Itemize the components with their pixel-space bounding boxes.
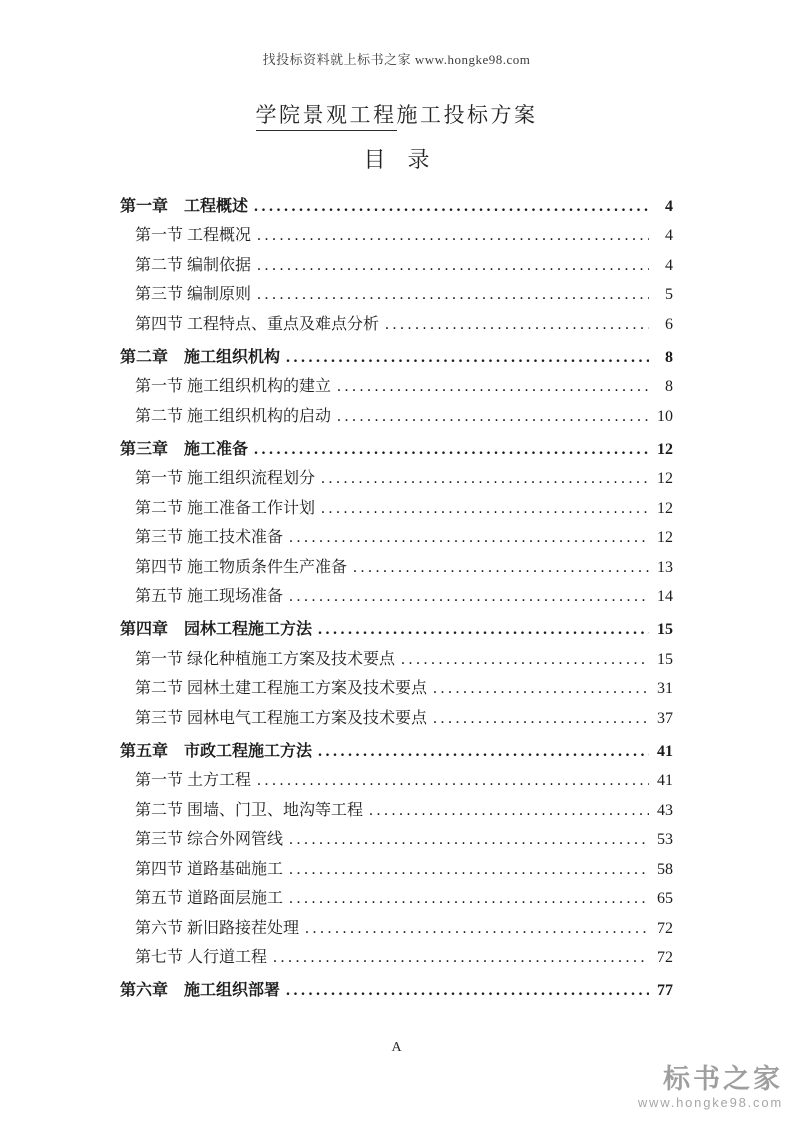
toc-entry-page: 41: [657, 742, 673, 760]
toc-entry-label: 第六节 新旧路接茬处理: [135, 919, 300, 937]
toc-entry: [120, 372, 673, 402]
toc-entry: [120, 855, 673, 885]
watermark-url: www.hongke98.com: [637, 1095, 783, 1110]
toc-dot-leader: [273, 943, 649, 973]
toc-entry-page: 4: [665, 197, 673, 215]
toc-dot-leader: [257, 251, 649, 281]
toc-entry: [120, 192, 673, 222]
toc-entry: [120, 523, 673, 553]
toc-entry: [120, 553, 673, 583]
document-title-rest-part: 施工投标方案: [396, 103, 538, 127]
document-title-underlined-part: 学院景观工程: [256, 103, 397, 131]
toc-entry-label: 第二节 施工准备工作计划: [135, 499, 316, 517]
watermark: [638, 1065, 783, 1110]
toc-entry-label: 第二节 园林土建工程施工方案及技术要点: [135, 680, 428, 697]
toc-entry: [120, 221, 673, 251]
toc-entry-page: 65: [657, 890, 673, 907]
toc-entry-page: 13: [657, 558, 673, 576]
toc-entry-page: 10: [657, 407, 673, 425]
toc-entry-page: 12: [657, 470, 673, 487]
toc-entry-label: 第一节 工程概况: [135, 227, 252, 244]
toc-entry-page: 15: [657, 650, 673, 668]
toc-list: [120, 188, 673, 1006]
toc-entry-label: 第三节 编制原则: [135, 286, 252, 303]
toc-entry: [120, 464, 673, 494]
watermark-brand: 标书之家: [663, 1063, 783, 1094]
toc-entry-label: 第三节 综合外网管线: [135, 831, 284, 848]
toc-entry: [120, 796, 673, 826]
toc-dot-leader: [337, 372, 649, 402]
toc-dot-leader: [289, 825, 649, 855]
toc-entry-label: 第三节 园林电气工程施工方案及技术要点: [135, 709, 428, 727]
toc-entry-page: 58: [657, 860, 673, 878]
toc-entry-label: 第四章 园林工程施工方法: [120, 621, 313, 638]
toc-entry-label: 第六章 施工组织部署: [120, 982, 281, 999]
toc-entry-label: 第四节 工程特点、重点及难点分析: [135, 315, 380, 333]
toc-entry: [120, 737, 673, 767]
toc-dot-leader: [254, 192, 649, 222]
toc-heading: 目 录: [363, 147, 430, 172]
toc-dot-leader: [353, 553, 649, 583]
toc-dot-leader: [318, 615, 649, 645]
toc-entry: [120, 251, 673, 281]
toc-dot-leader: [257, 766, 649, 796]
toc-dot-leader: [305, 914, 649, 944]
toc-entry-page: 37: [657, 709, 673, 727]
toc-dot-leader: [337, 402, 649, 432]
toc-entry: [120, 615, 673, 645]
toc-entry-label: 第七节 人行道工程: [135, 949, 268, 966]
toc-entry-label: 第一章 工程概述: [120, 197, 249, 215]
toc-entry-page: 15: [657, 621, 673, 638]
toc-entry-page: 72: [657, 919, 673, 937]
toc-entry-label: 第四节 道路基础施工: [135, 860, 284, 878]
toc-entry-page: 12: [657, 529, 673, 546]
toc-entry-page: 41: [657, 772, 673, 789]
toc-entry-page: 77: [657, 982, 673, 999]
toc-entry-page: 12: [657, 499, 673, 517]
toc-entry-page: 5: [665, 286, 673, 303]
toc-entry-label: 第四节 施工物质条件生产准备: [135, 558, 348, 576]
toc-entry: [120, 343, 673, 373]
header-site-note: 找投标资料就上标书之家 www.hongke98.com: [262, 52, 531, 67]
toc-entry: [120, 494, 673, 524]
toc-entry-label: 第二章 施工组织机构: [120, 348, 281, 366]
toc-entry: [120, 976, 673, 1006]
toc-entry-label: 第二节 施工组织机构的启动: [135, 407, 332, 425]
toc-dot-leader: [318, 737, 649, 767]
footer-page-label: A: [391, 1040, 402, 1055]
toc-dot-leader: [289, 582, 649, 612]
toc-entry-label: 第一节 施工组织流程划分: [135, 470, 316, 487]
toc-entry-label: 第五节 施工现场准备: [135, 588, 284, 605]
toc-dot-leader: [254, 435, 649, 465]
toc-entry: [120, 582, 673, 612]
toc-dot-leader: [289, 884, 649, 914]
toc-entry: [120, 310, 673, 340]
toc-dot-leader: [286, 343, 649, 373]
toc-dot-leader: [257, 221, 649, 251]
toc-entry-label: 第二节 围墙、门卫、地沟等工程: [135, 801, 364, 819]
toc-entry: [120, 766, 673, 796]
toc-dot-leader: [289, 855, 649, 885]
toc-dot-leader: [369, 796, 649, 826]
toc-entry: [120, 704, 673, 734]
toc-entry: [120, 825, 673, 855]
toc-entry-label: 第三节 施工技术准备: [135, 529, 284, 546]
toc-entry-page: 4: [665, 256, 673, 274]
toc-entry-label: 第一节 土方工程: [135, 772, 252, 789]
toc-entry: [120, 645, 673, 675]
toc-entry-page: 14: [657, 588, 673, 605]
toc-entry: [120, 943, 673, 973]
toc-dot-leader: [321, 494, 649, 524]
toc-entry: [120, 674, 673, 704]
toc-entry-label: 第三章 施工准备: [120, 440, 249, 458]
toc-entry-label: 第五节 道路面层施工: [135, 890, 284, 907]
toc-entry-page: 8: [665, 378, 673, 395]
toc-dot-leader: [433, 704, 649, 734]
toc-entry: [120, 435, 673, 465]
toc-entry-page: 8: [665, 348, 673, 366]
toc-dot-leader: [401, 645, 649, 675]
toc-entry: [120, 280, 673, 310]
toc-entry: [120, 914, 673, 944]
document-title: [0, 99, 793, 129]
toc-entry-page: 43: [657, 801, 673, 819]
toc-entry-page: 12: [657, 440, 673, 458]
toc-dot-leader: [385, 310, 649, 340]
toc-dot-leader: [289, 523, 649, 553]
toc-dot-leader: [321, 464, 649, 494]
toc-entry-page: 72: [657, 949, 673, 966]
toc-entry-page: 6: [665, 315, 673, 333]
toc-entry-label: 第一节 施工组织机构的建立: [135, 378, 332, 395]
toc-entry: [120, 402, 673, 432]
toc-dot-leader: [286, 976, 649, 1006]
toc-entry: [120, 884, 673, 914]
toc-dot-leader: [433, 674, 649, 704]
toc-entry-label: 第一节 绿化种植施工方案及技术要点: [135, 650, 396, 668]
toc-entry-label: 第五章 市政工程施工方法: [120, 742, 313, 760]
toc-entry-page: 53: [657, 831, 673, 848]
toc-entry-page: 4: [665, 227, 673, 244]
toc-entry-label: 第二节 编制依据: [135, 256, 252, 274]
toc-entry-page: 31: [657, 680, 673, 697]
toc-dot-leader: [257, 280, 649, 310]
